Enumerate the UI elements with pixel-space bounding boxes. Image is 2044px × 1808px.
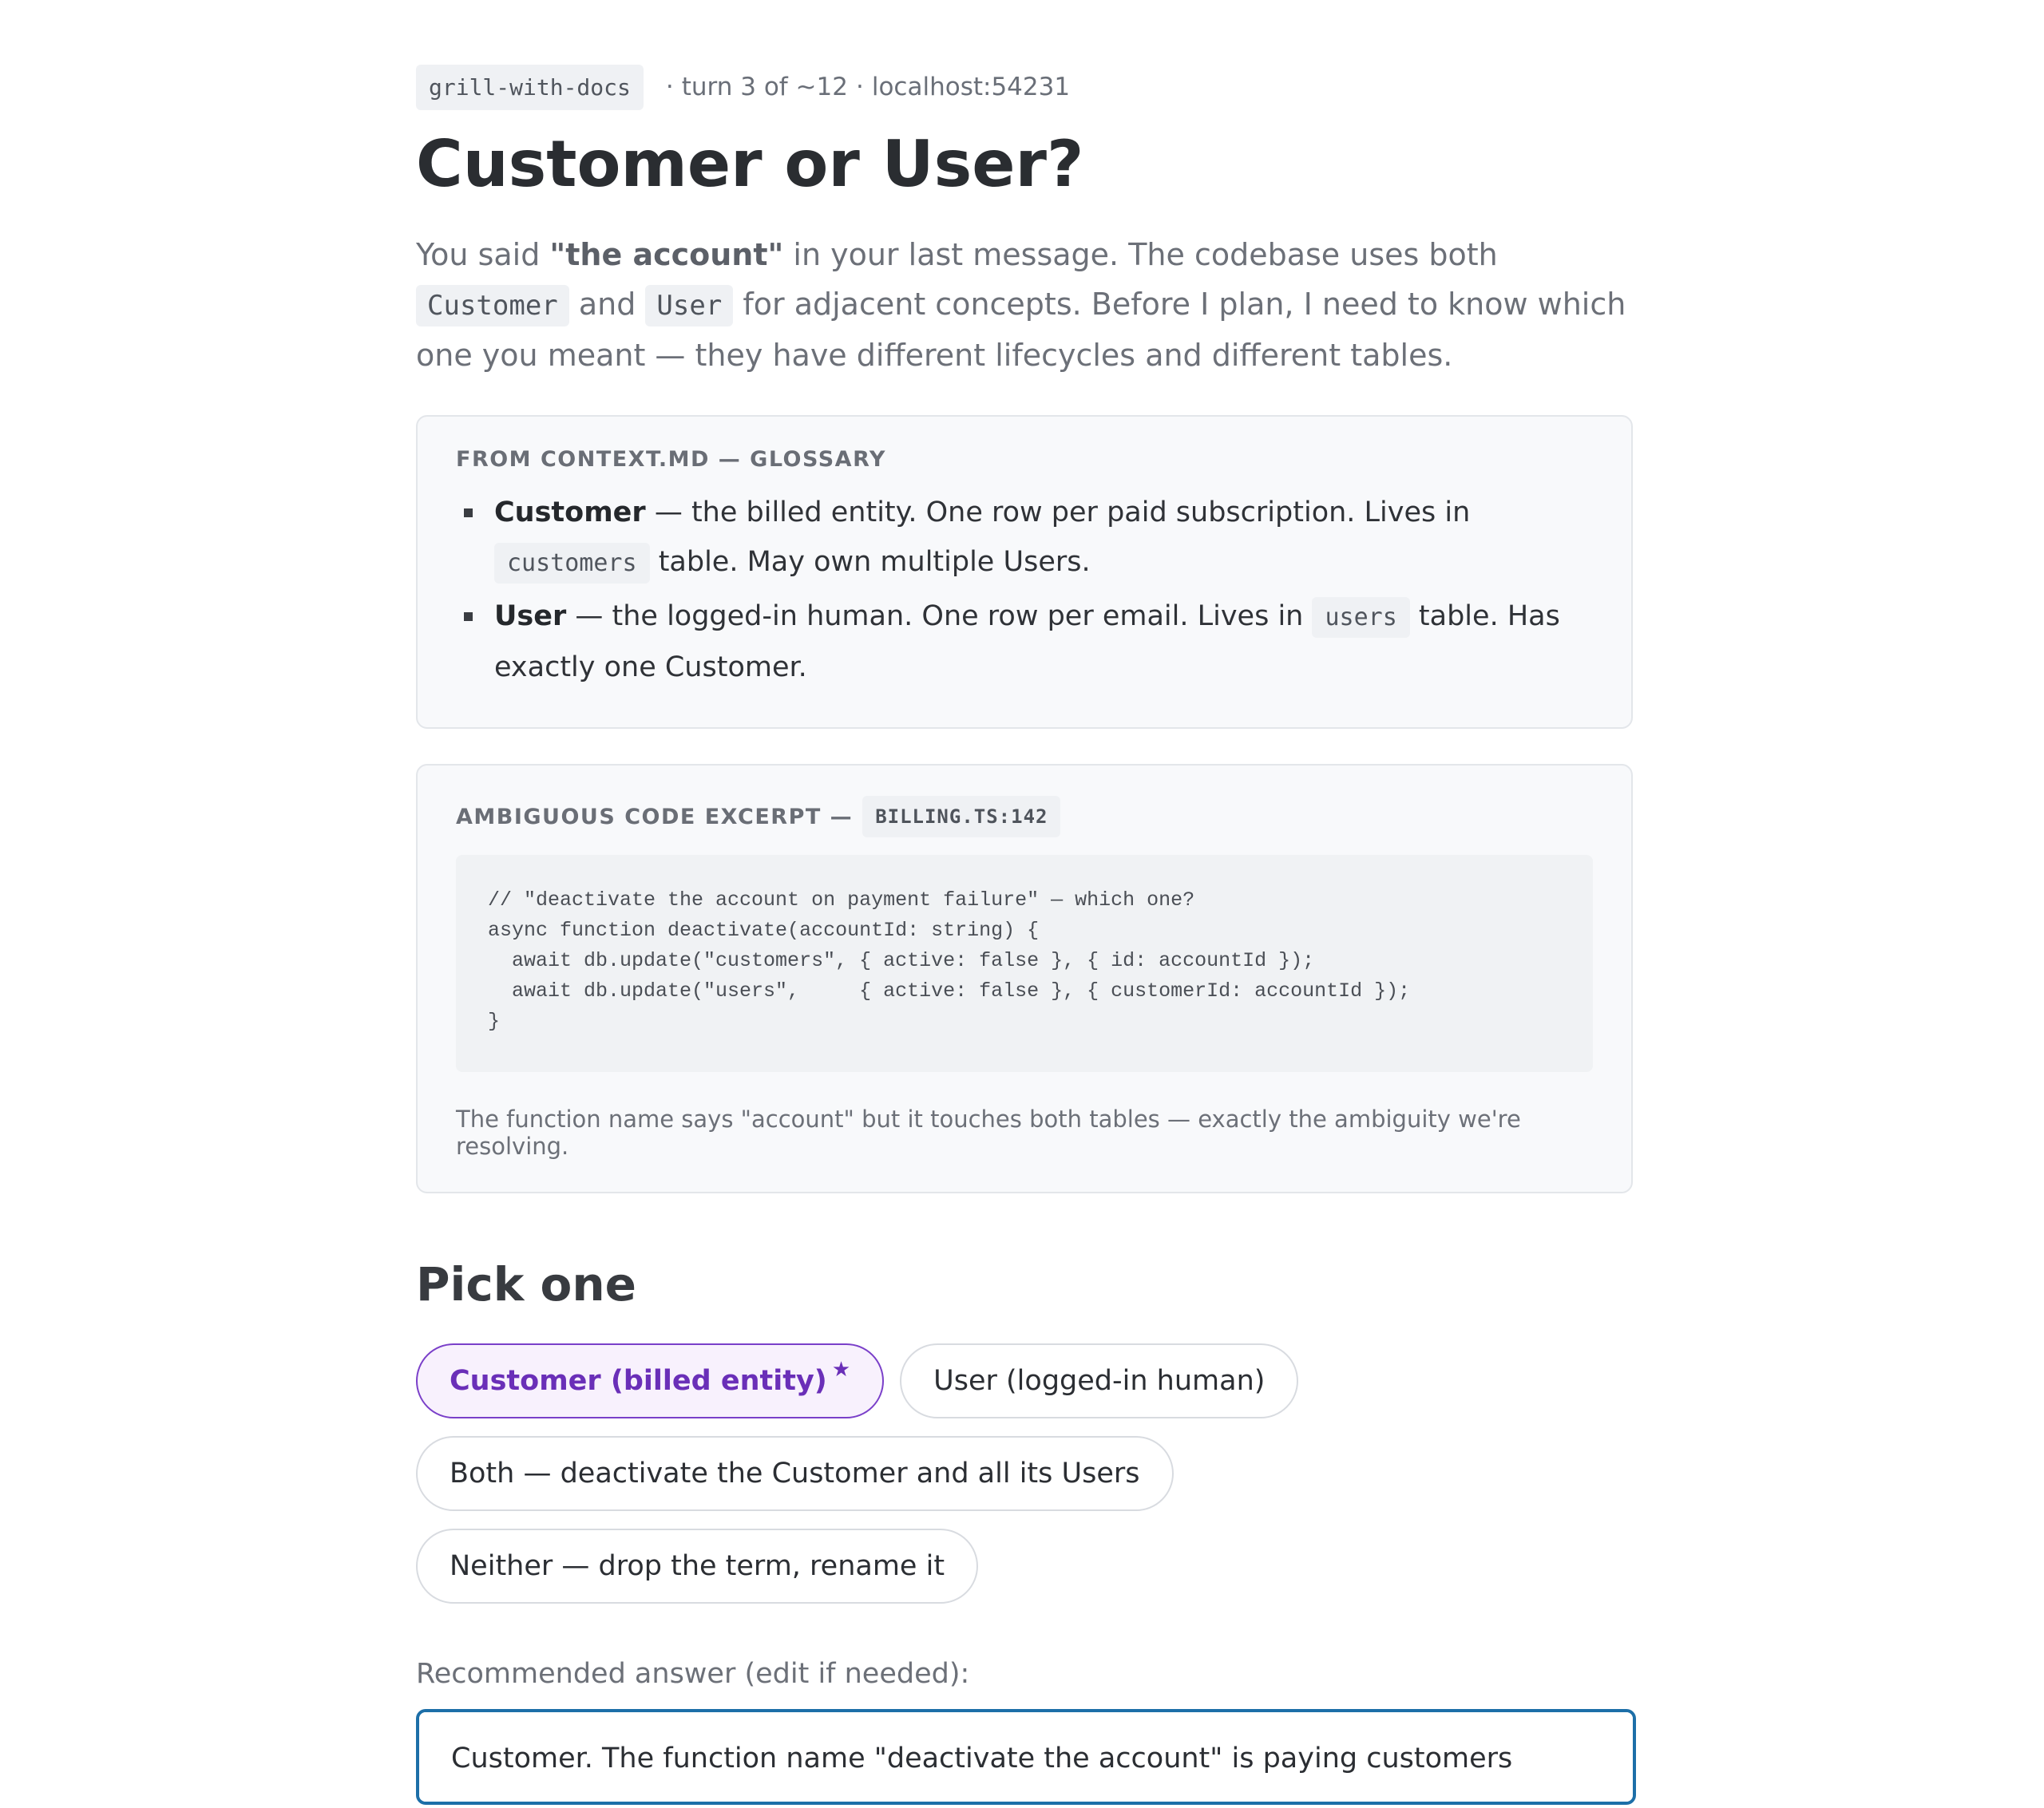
bullet-square-icon [464, 612, 473, 621]
glossary-item-user [456, 591, 1593, 692]
glossary-title: FROM CONTEXT.MD — GLOSSARY [456, 447, 886, 472]
excerpt-title-text: AMBIGUOUS CODE EXCERPT — [456, 804, 854, 829]
glossary-term: User [494, 600, 567, 632]
option-user[interactable] [900, 1343, 1298, 1418]
option-label: Both — deactivate the Customer and all its Users [450, 1458, 1140, 1490]
pick-heading: Pick one [416, 1257, 637, 1311]
bullet-square-icon [464, 508, 473, 517]
inline-code-users: users [1312, 597, 1409, 638]
glossary-text: table. May own multiple Users. [649, 546, 1091, 578]
glossary-term: Customer [494, 497, 646, 528]
code-excerpt-panel [416, 764, 1633, 1193]
answer-textarea[interactable] [416, 1709, 1636, 1805]
skill-tag: grill-with-docs [416, 65, 644, 110]
intro-text: in your last message. The codebase uses both [783, 237, 1498, 272]
option-neither[interactable] [416, 1529, 978, 1604]
option-label: User (logged-in human) [933, 1365, 1266, 1397]
answer-label: Recommended answer (edit if needed): [416, 1658, 970, 1690]
host-label: localhost:54231 [871, 73, 1071, 101]
code-block: // "deactivate the account on payment failure" — which one? async function deactivate(accountId: string) { await db.update("customers", { active: false }, { id: accountId }); await db.update("users", { active: false }, { customerId: accountId }); } [456, 855, 1593, 1072]
option-customer[interactable] [416, 1343, 884, 1418]
option-label: Customer (billed entity) [450, 1365, 827, 1397]
intro-text: You said [416, 237, 550, 272]
meta-bar [416, 62, 1633, 112]
option-both[interactable] [416, 1436, 1174, 1511]
meta-separator: · [855, 73, 864, 101]
glossary-text: table. Has exactly one Customer. [494, 600, 1560, 683]
intro-text: and [568, 287, 646, 322]
excerpt-title [456, 796, 1593, 837]
glossary-list [456, 488, 1593, 692]
meta-separator: · [665, 73, 674, 101]
turn-counter: turn 3 of ~12 [681, 73, 848, 101]
excerpt-note: The function name says "account" but it touches both tables — exactly the ambiguity we're resolving. [456, 1106, 1521, 1160]
glossary-panel [416, 415, 1633, 729]
glossary-text: — the logged-in human. One row per email. Lives in [566, 600, 1313, 632]
glossary-item-customer [456, 488, 1593, 588]
intro-text: for adjacent concepts. Before I plan, I need to know which one you meant — they have different lifecycles and different tables. [416, 287, 1626, 373]
intro-quote: "the account" [549, 237, 784, 272]
inline-code-user: User [645, 285, 733, 326]
options-group [416, 1343, 1454, 1604]
star-icon: ★ [831, 1358, 851, 1382]
file-location-chip: BILLING.TS:142 [862, 796, 1060, 837]
intro-paragraph [416, 230, 1633, 380]
page-title: Customer or User? [416, 127, 1084, 201]
option-label: Neither — drop the term, rename it [450, 1550, 945, 1582]
glossary-text: — the billed entity. One row per paid subscription. Lives in [645, 497, 1471, 528]
inline-code-customers: customers [494, 543, 650, 584]
page [416, 62, 1633, 1808]
inline-code-customer: Customer [416, 285, 569, 326]
